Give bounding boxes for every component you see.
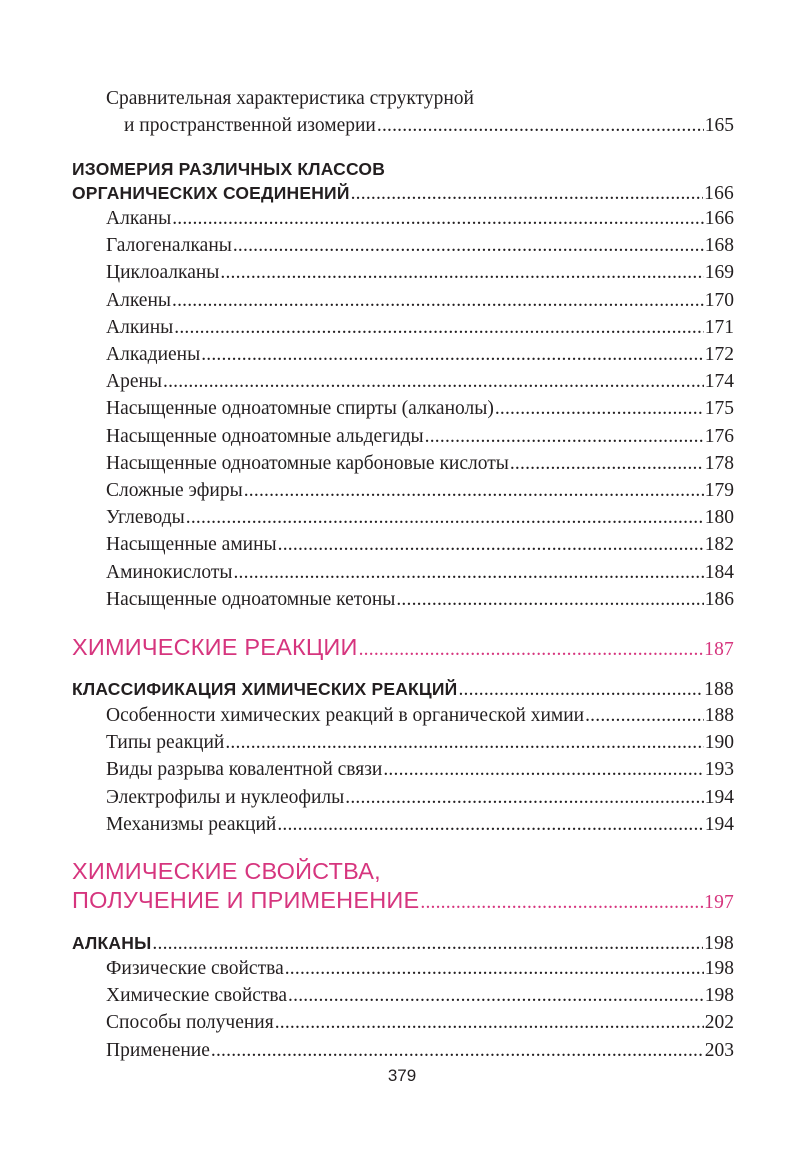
- toc-subsection[interactable]: [106, 787, 734, 809]
- subsection-title: Углеводы: [106, 507, 185, 529]
- dot-leader: [425, 426, 704, 448]
- toc-subsection[interactable]: [106, 732, 734, 754]
- dot-leader: [396, 589, 703, 611]
- toc-entry[interactable]: [124, 115, 734, 137]
- subsection-title: Виды разрыва ковалентной связи: [106, 759, 383, 781]
- toc-page-number: 187: [704, 639, 734, 660]
- subsection-title: Галогеналканы: [106, 235, 232, 257]
- dot-leader: [172, 290, 704, 312]
- toc-entry-title: и пространственной изомерии: [124, 115, 376, 136]
- toc-page-number: 166: [704, 208, 734, 229]
- toc-page-number: 198: [704, 985, 734, 1007]
- section-title-line1: ИЗОМЕРИЯ РАЗЛИЧНЫХ КЛАССОВ: [72, 159, 386, 179]
- toc-subsection[interactable]: [106, 235, 734, 257]
- toc-page-number: 178: [704, 452, 734, 474]
- dot-leader: [285, 958, 704, 980]
- toc-page-number: 188: [704, 705, 734, 726]
- subsection-title: Насыщенные амины: [106, 534, 277, 556]
- toc-subsection[interactable]: [106, 371, 734, 393]
- toc-section[interactable]: [72, 183, 734, 205]
- dot-leader: [510, 453, 704, 475]
- dot-leader: [220, 262, 703, 284]
- subsection-title: Алкины: [106, 316, 174, 338]
- toc-subsection[interactable]: [106, 534, 734, 556]
- toc-subsection[interactable]: [106, 262, 734, 284]
- toc-page-number: 172: [704, 344, 734, 365]
- subsection-title: Насыщенные одноатомные альдегиды: [106, 425, 424, 447]
- toc-page-number: 193: [704, 759, 734, 781]
- dot-leader: [225, 732, 703, 754]
- dot-leader: [186, 507, 704, 529]
- dot-leader: [345, 787, 703, 809]
- toc-subsection[interactable]: [106, 453, 734, 475]
- subsection-title: Физические свойства: [106, 958, 284, 979]
- subsection-title: Алканы: [106, 208, 172, 229]
- toc-page-number: 171: [704, 316, 734, 338]
- toc-page-number: 170: [704, 289, 734, 311]
- section-title: КЛАССИФИКАЦИЯ ХИМИЧЕСКИХ РЕАКЦИЙ: [72, 679, 458, 699]
- toc-subsection[interactable]: [106, 507, 734, 529]
- toc-page-number: 174: [704, 371, 734, 393]
- toc-subsection[interactable]: [106, 1012, 734, 1034]
- toc-chapter[interactable]: [72, 887, 734, 914]
- subsection-title: Насыщенные одноатомные кетоны: [106, 588, 396, 610]
- toc-subsection[interactable]: [106, 1040, 734, 1062]
- subsection-title: Электрофилы и нуклеофилы: [106, 786, 345, 808]
- toc-subsection[interactable]: [106, 985, 734, 1007]
- chapter-title-line1: ХИМИЧЕСКИЕ СВОЙСТВА,: [72, 858, 381, 884]
- toc-section[interactable]: [72, 679, 734, 701]
- subsection-title: Циклоалканы: [106, 262, 220, 284]
- toc-page-number: 198: [704, 933, 734, 954]
- dot-leader: [420, 892, 703, 914]
- subsection-title: Алкадиены: [106, 344, 201, 365]
- dot-leader: [277, 814, 703, 836]
- subsection-title: Особенности химических реакций в органической химии: [106, 705, 585, 726]
- toc-subsection[interactable]: [106, 814, 734, 836]
- toc-subsection[interactable]: [106, 958, 734, 980]
- toc-subsection[interactable]: [106, 759, 734, 781]
- toc-page-number: 168: [704, 235, 734, 257]
- subsection-title: Способы получения: [106, 1012, 274, 1034]
- subsection-title: Насыщенные одноатомные карбоновые кислоты: [106, 452, 509, 474]
- toc-subsection[interactable]: [106, 344, 734, 366]
- section-title: ОРГАНИЧЕСКИХ СОЕДИНЕНИЙ: [72, 183, 350, 203]
- dot-leader: [495, 398, 704, 420]
- toc-page-number: 197: [704, 892, 734, 913]
- toc-page-number: 194: [704, 786, 734, 808]
- subsection-title: Арены: [106, 371, 163, 393]
- toc-subsection[interactable]: [106, 317, 734, 339]
- toc-page-number: 194: [704, 813, 734, 835]
- toc-page-number: 175: [704, 398, 734, 420]
- section-title: АЛКАНЫ: [72, 933, 152, 953]
- toc-entry-line1: Сравнительная характеристика структурной: [106, 88, 474, 109]
- toc-page-number: 165: [704, 115, 734, 136]
- toc-page-number: 176: [704, 425, 734, 447]
- dot-leader: [275, 1012, 704, 1034]
- toc-subsection[interactable]: [106, 480, 734, 502]
- toc-subsection[interactable]: [106, 426, 734, 448]
- chapter-title: ХИМИЧЕСКИЕ РЕАКЦИИ: [72, 634, 358, 660]
- toc-page-number: 198: [704, 958, 734, 979]
- dot-leader: [211, 1040, 704, 1062]
- page-number-footer: 379: [387, 1066, 417, 1085]
- subsection-title: Типы реакций: [106, 732, 225, 754]
- dot-leader: [278, 534, 704, 556]
- toc-section[interactable]: [72, 933, 734, 955]
- dot-leader: [288, 985, 704, 1007]
- toc-subsection[interactable]: [106, 562, 734, 584]
- dot-leader: [174, 317, 703, 339]
- toc-page-number: 203: [704, 1039, 734, 1061]
- dot-leader: [172, 208, 704, 230]
- dot-leader: [585, 705, 704, 727]
- dot-leader: [383, 759, 703, 781]
- toc-page-number: 182: [704, 534, 734, 556]
- subsection-title: Сложные эфиры: [106, 480, 243, 501]
- dot-leader: [377, 115, 704, 137]
- toc-page-number: 169: [704, 262, 734, 284]
- toc-page-number: 179: [704, 480, 734, 501]
- subsection-title: Насыщенные одноатомные спирты (алканолы): [106, 398, 494, 420]
- subsection-title: Химические свойства: [106, 985, 288, 1007]
- dot-leader: [351, 183, 704, 205]
- toc-subsection[interactable]: [106, 290, 734, 312]
- toc-subsection[interactable]: [106, 208, 734, 230]
- toc-page-number: 184: [704, 561, 734, 583]
- chapter-title: ПОЛУЧЕНИЕ И ПРИМЕНЕНИЕ: [72, 887, 420, 913]
- dot-leader: [233, 562, 703, 584]
- dot-leader: [458, 679, 703, 701]
- dot-leader: [201, 344, 704, 366]
- subsection-title: Применение: [106, 1039, 210, 1061]
- toc-subsection[interactable]: [106, 589, 734, 611]
- toc-page-number: 166: [704, 183, 734, 204]
- toc-page-number: 186: [704, 588, 734, 610]
- toc-subsection[interactable]: [106, 705, 734, 727]
- dot-leader: [359, 639, 704, 661]
- toc-page-number: 190: [704, 732, 734, 754]
- toc-page-number: 202: [704, 1012, 734, 1034]
- toc-page-number: 188: [704, 679, 734, 700]
- toc-subsection[interactable]: [106, 398, 734, 420]
- subsection-title: Аминокислоты: [106, 561, 233, 583]
- toc-chapter[interactable]: [72, 634, 734, 661]
- dot-leader: [244, 480, 704, 502]
- toc-page-number: 180: [704, 507, 734, 529]
- subsection-title: Механизмы реакций: [106, 813, 277, 835]
- dot-leader: [233, 235, 704, 257]
- subsection-title: Алкены: [106, 289, 171, 311]
- dot-leader: [163, 371, 704, 393]
- dot-leader: [152, 933, 703, 955]
